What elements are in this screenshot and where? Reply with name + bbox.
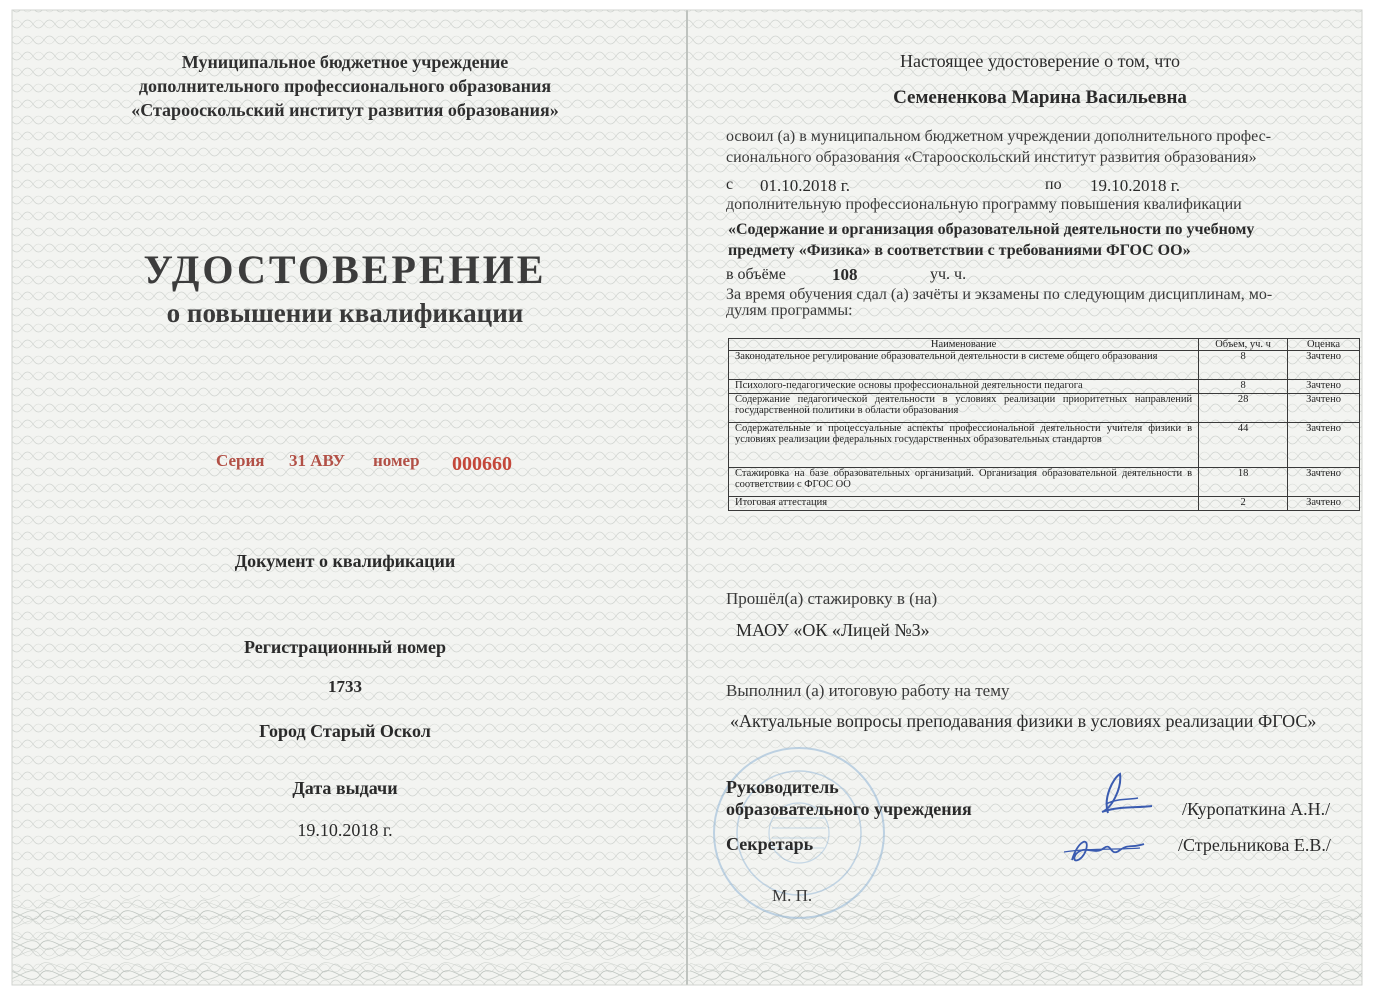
subject-grade: Зачтено [1288, 394, 1360, 423]
subject-name: Стажировка на базе образовательных организаций. Организация образовательной деятельности в соответствии с ФГОС ОО [729, 468, 1199, 497]
head-label [726, 776, 972, 820]
table-row [729, 497, 1360, 511]
exams-line: дулям программы: [726, 302, 853, 319]
program-line: предмету «Физика» в соответствии с требованиями ФГОС ОО» [728, 242, 1191, 259]
secretary-signature [1060, 830, 1150, 870]
subject-grade: Зачтено [1288, 497, 1360, 511]
volume-label: в объёме [726, 266, 786, 283]
mastered-text [726, 126, 1356, 168]
number-label: номер [373, 451, 420, 470]
volume-unit: уч. ч. [930, 266, 967, 283]
table-row [729, 468, 1360, 497]
mastered-line: освоил (а) в муниципальном бюджетном учреждении дополнительного профес- [726, 128, 1272, 145]
column-header-name: Наименование [729, 339, 1199, 351]
table-header-row [729, 339, 1360, 351]
internship-place: МАОУ «ОК «Лицей №3» [736, 620, 930, 640]
exams-line: За время обучения сдал (а) зачёты и экзамены по следующим дисциплинам, мо- [726, 286, 1273, 303]
volume-value: 108 [832, 265, 858, 284]
subject-grade: Зачтено [1288, 351, 1360, 380]
table-row [729, 394, 1360, 423]
program-label: дополнительную профессиональную программу повышения квалификации [726, 196, 1242, 213]
institution-line: «Старооскольский институт развития образования» [131, 100, 559, 120]
subject-hours: 44 [1199, 423, 1288, 468]
subject-hours: 2 [1199, 497, 1288, 511]
program-title [728, 219, 1358, 261]
head-label-line: образовательного учреждения [726, 799, 972, 819]
intro-text: Настоящее удостоверение о том, что [900, 51, 1180, 71]
head-label-line: Руководитель [726, 777, 839, 797]
subject-hours: 18 [1199, 468, 1288, 497]
seal-label: М. П. [772, 886, 813, 905]
issue-date: 19.10.2018 г. [297, 820, 393, 840]
certificate-subtitle: о повышении квалификации [166, 298, 524, 328]
subject-grade: Зачтено [1288, 380, 1360, 394]
exams-text [726, 287, 1356, 319]
subject-hours: 8 [1199, 380, 1288, 394]
number-value: 000660 [452, 453, 512, 475]
certificate-title: УДОСТОВЕРЕНИЕ [143, 247, 547, 292]
subject-grade: Зачтено [1288, 468, 1360, 497]
person-name: Семененкова Марина Васильевна [893, 87, 1187, 108]
subject-name: Содержание педагогической деятельности в условиях реализации приоритетных направлений государственной политики в области образования [729, 394, 1199, 423]
document-type: Документ о квалификации [234, 551, 456, 571]
final-work-label: Выполнил (а) итоговую работу на тему [726, 681, 1010, 700]
city: Город Старый Оскол [259, 721, 431, 741]
mastered-line: сионального образования «Старооскольский институт развития образования» [726, 149, 1257, 166]
from-date: 01.10.2018 г. [760, 176, 851, 195]
institution-header [60, 50, 630, 122]
registration-number: 1733 [328, 677, 362, 696]
secretary-label: Секретарь [726, 834, 814, 854]
to-date: 19.10.2018 г. [1090, 176, 1181, 195]
registration-label: Регистрационный номер [243, 637, 447, 657]
subject-name: Законодательное регулирование образовательной деятельности в системе общего образования [729, 351, 1199, 380]
institution-line: Муниципальное бюджетное учреждение [181, 52, 509, 72]
series-value: 31 АВУ [289, 451, 345, 470]
institution-line: дополнительного профессионального образования [138, 76, 552, 96]
program-line: «Содержание и организация образовательной деятельности по учебному [728, 221, 1255, 238]
from-label: с [726, 176, 734, 193]
column-header-grade: Оценка [1288, 339, 1360, 351]
head-signature [1078, 768, 1158, 824]
subject-grade: Зачтено [1288, 423, 1360, 468]
head-name: /Куропаткина А.Н./ [1182, 799, 1331, 819]
secretary-name: /Стрельникова Е.В./ [1178, 835, 1331, 855]
series-label: Серия [216, 451, 265, 470]
subject-hours: 8 [1199, 351, 1288, 380]
subjects-table [728, 338, 1360, 511]
subject-name: Итоговая аттестация [729, 497, 1199, 511]
subject-name: Психолого-педагогические основы профессиональной деятельности педагога [729, 380, 1199, 394]
table-row [729, 380, 1360, 394]
issue-date-label: Дата выдачи [292, 778, 398, 798]
final-work-topic: «Актуальные вопросы преподавания физики в условиях реализации ФГОС» [730, 711, 1317, 731]
to-label: по [1045, 176, 1062, 193]
column-header-hours: Объем, уч. ч [1199, 339, 1288, 351]
table-row [729, 351, 1360, 380]
subject-name: Содержательные и процессуальные аспекты профессиональной деятельности учителя физики в условиях реализации федеральных государственных образовательных стандартов [729, 423, 1199, 468]
table-row [729, 423, 1360, 468]
internship-label: Прошёл(а) стажировку в (на) [726, 589, 938, 608]
subject-hours: 28 [1199, 394, 1288, 423]
